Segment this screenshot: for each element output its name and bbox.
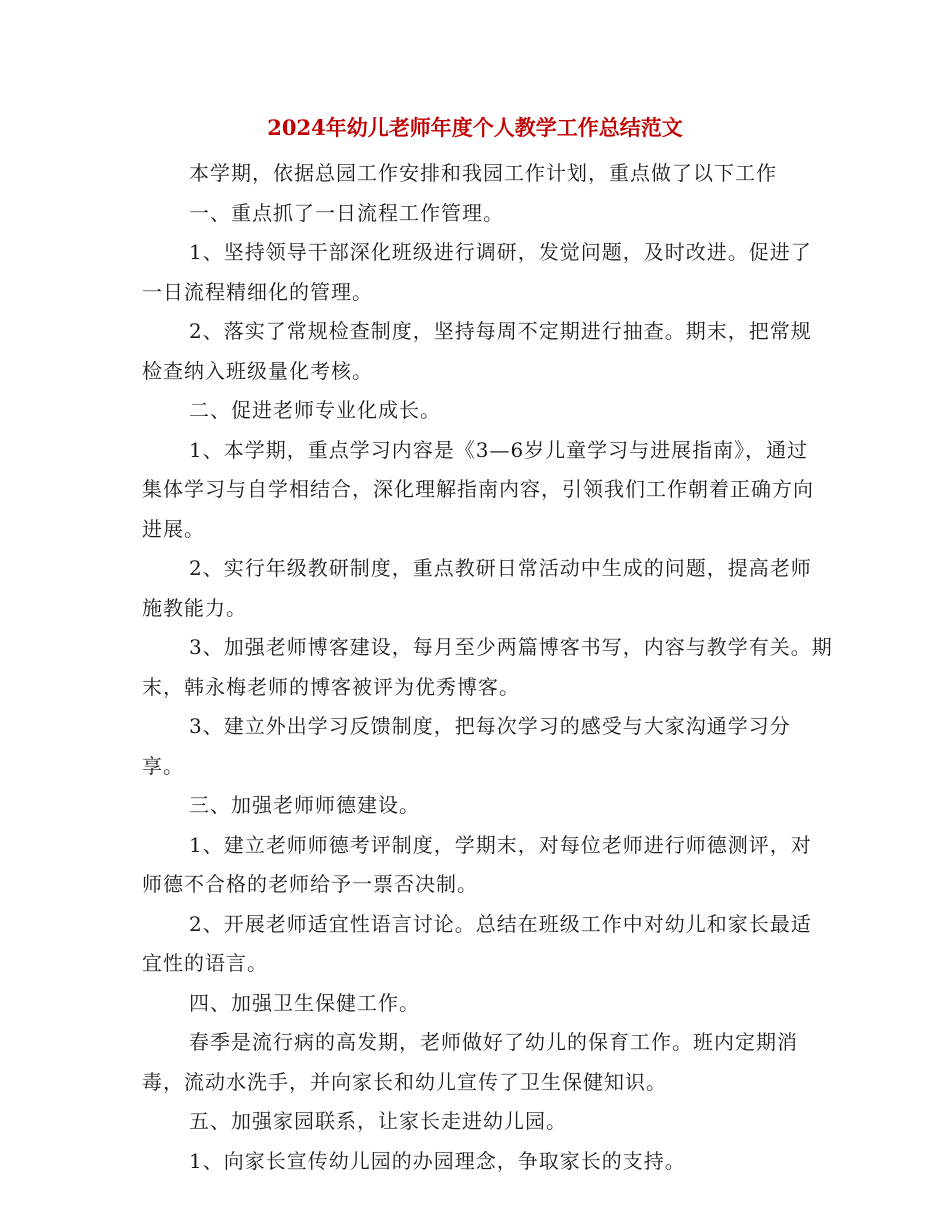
paragraph-2-3: 3、加强老师博客建设，每月至少两篇博客书写，内容与教学有关。期末，韩永梅老师的博客被评为优秀博客。 — [142, 635, 833, 699]
paragraph-2-4: 3、建立外出学习反馈制度，把每次学习的感受与大家沟通学习分享。 — [142, 714, 791, 778]
paragraph-3-2: 2、开展老师适宜性语言讨论。总结在班级工作中对幼儿和家长最适宜性的语言。 — [142, 911, 812, 975]
section-heading-4: 四、加强卫生保健工作。 — [189, 990, 420, 1015]
paragraph-intro: 本学期，依据总园工作安排和我园工作计划，重点做了以下工作 — [189, 161, 777, 185]
paragraph-1-2: 2、落实了常规检查制度，坚持每周不定期进行抽查。期末，把常规检查纳入班级量化考核。 — [142, 319, 812, 383]
section-heading-3: 三、加强老师师德建设。 — [189, 793, 420, 817]
section-heading-5: 五、加强家园联系，让家长走进幼儿园。 — [189, 1109, 567, 1133]
paragraph-3-1: 1、建立老师师德考评制度，学期末，对每位老师进行师德测评，对师德不合格的老师给予一票否决制。 — [142, 832, 812, 896]
paragraph-2-1: 1、本学期，重点学习内容是《3—6岁儿童学习与进展指南》，通过集体学习与自学相结合，深化理解指南内容，引领我们工作朝着正确方向进展。 — [142, 437, 814, 541]
paragraph-1-1: 1、坚持领导干部深化班级进行调研，发觉问题，及时改进。促进了一日流程精细化的管理。 — [142, 240, 812, 304]
document-title: 2024年幼儿老师年度个人教学工作总结范文 — [267, 115, 683, 140]
section-heading-1: 一、重点抓了一日流程工作管理。 — [189, 200, 504, 225]
document-body — [142, 154, 833, 1181]
section-heading-2: 二、促进老师专业化成长。 — [189, 398, 441, 422]
paragraph-4-1: 春季是流行病的高发期，老师做好了幼儿的保育工作。班内定期消毒，流动水洗手，并向家长和幼儿宣传了卫生保健知识。 — [142, 1030, 798, 1094]
paragraph-2-2: 2、实行年级教研制度，重点教研日常活动中生成的问题，提高老师施教能力。 — [142, 556, 812, 620]
paragraph-5-1: 1、向家长宣传幼儿园的办园理念，争取家长的支持。 — [189, 1148, 686, 1173]
